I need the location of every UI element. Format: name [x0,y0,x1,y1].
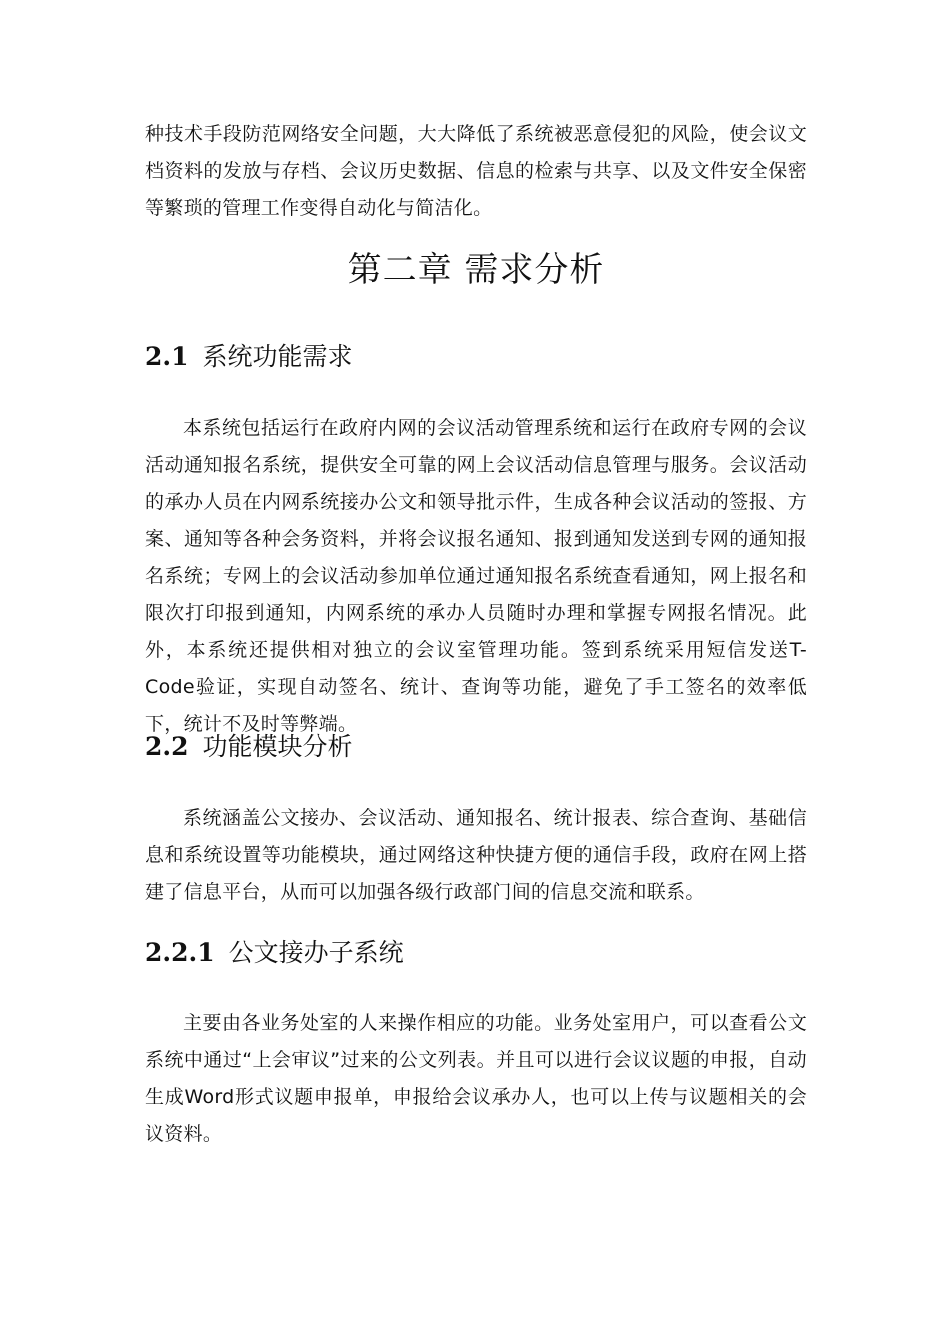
intro-paragraph: 种技术手段防范网络安全问题，大大降低了系统被恶意侵犯的风险，使会议文档资料的发放与存档、会议历史数据、信息的检索与共享、以及文件安全保密等繁琐的管理工作变得自动化与简洁化。 [145,123,807,219]
section-heading-2-1 [145,340,353,374]
section-number: 2.2.1 [145,938,215,967]
section-number: 2.2 [145,732,189,761]
section-heading-2-2-1 [145,936,404,970]
section-2-2-paragraph: 系统涵盖公文接办、会议活动、通知报名、统计报表、综合查询、基础信息和系统设置等功能模块，通过网络这种快捷方便的通信手段，政府在网上搭建了信息平台，从而可以加强各级行政部门间的信息交流和联系。 [145,807,807,903]
section-2-2-1-paragraph: 主要由各业务处室的人来操作相应的功能。业务处室用户，可以查看公文系统中通过“上会审议”过来的公文列表。并且可以进行会议议题的申报，自动生成Word形式议题申报单，申报给会议承办人，也可以上传与议题相关的会议资料。 [145,1012,807,1145]
section-title: 功能模块分析 [202,732,353,761]
section-heading-2-2 [145,730,353,764]
document-page [145,0,807,1344]
section-number: 2.1 [145,342,189,371]
chapter-title: 第二章 需求分析 [347,250,605,290]
section-title: 公文接办子系统 [228,938,404,967]
section-2-1-paragraph: 本系统包括运行在政府内网的会议活动管理系统和运行在政府专网的会议活动通知报名系统，提供安全可靠的网上会议活动信息管理与服务。会议活动的承办人员在内网系统接办公文和领导批示件，生成各种会议活动的签报、方案、通知等各种会务资料，并将会议报名通知、报到通知发送到专网的通知报名系统；专网上的会议活动参加单位通过通知报名系统查看通知，网上报名和限次打印报到通知，内网系统的承办人员随时办理和掌握专网报名情况。此外，本系统还提供相对独立的会议室管理功能。签到系统采用短信发送T-Code验证，实现自动签名、统计、查询等功能，避免了手工签名的效率低下，统计不及时等弊端。 [145,417,807,735]
section-title: 系统功能需求 [202,342,353,371]
